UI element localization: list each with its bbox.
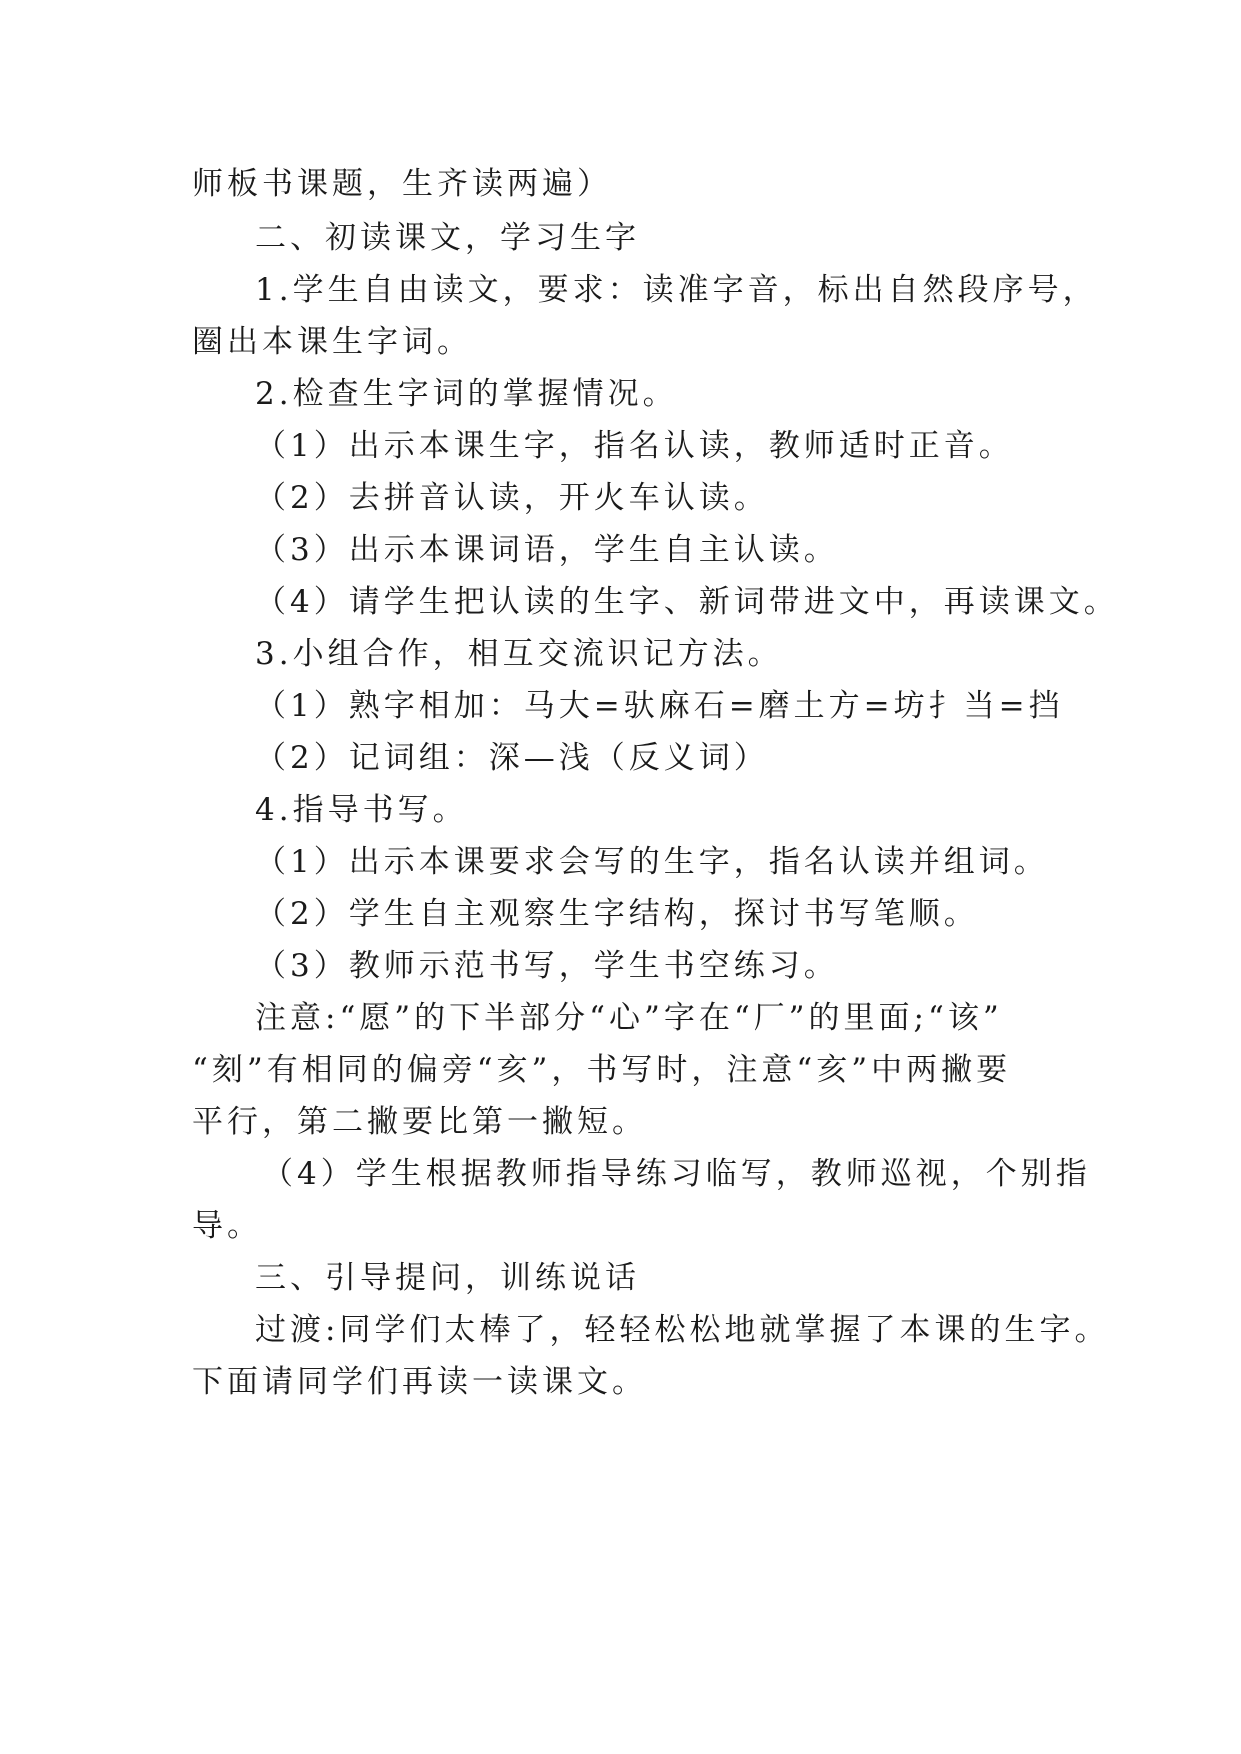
text-line: （3）教师示范书写，学生书空练习。 [255, 948, 839, 984]
section-heading: 三、引导提问，训练说话 [255, 1260, 640, 1296]
text-line: 注意:“愿”的下半部分“心”字在“厂”的里面;“该” [255, 1000, 1003, 1036]
text-line: 3.小组合作，相互交流识记方法。 [255, 636, 783, 672]
text-line: 2.检查生字词的掌握情况。 [255, 376, 678, 412]
text-line: （4）学生根据教师指导练习临写，教师巡视，个别指 [262, 1156, 1091, 1192]
section-heading: 二、初读课文，学习生字 [255, 220, 640, 256]
text-line: （3）出示本课词语，学生自主认读。 [255, 532, 839, 568]
text-line: 1.学生自由读文，要求：读准字音，标出自然段序号， [255, 272, 1098, 308]
text-line: （1）出示本课要求会写的生字，指名认读并组词。 [255, 844, 1049, 880]
text-line: （2）学生自主观察生字结构，探讨书写笔顺。 [255, 896, 979, 932]
text-line: “刻”有相同的偏旁“亥”，书写时，注意“亥”中两撇要 [192, 1052, 1012, 1088]
text-line: （2）去拼音认读，开火车认读。 [255, 480, 769, 516]
text-line: 平行，第二撇要比第一撇短。 [192, 1104, 647, 1140]
text-line: 4.指导书写。 [255, 792, 468, 828]
text-line: 导。 [192, 1208, 262, 1244]
text-line: （2）记词组：深—浅（反义词） [255, 740, 769, 776]
text-line: （4）请学生把认读的生字、新词带进文中，再读课文。 [255, 584, 1119, 620]
text-line: 下面请同学们再读一读课文。 [192, 1364, 647, 1400]
text-line: 圈出本课生字词。 [192, 324, 472, 360]
text-line: （1）熟字相加：马大=驮麻石=磨土方=坊扌当=挡 [255, 688, 1064, 724]
text-line: （1）出示本课生字，指名认读，教师适时正音。 [255, 428, 1014, 464]
text-line: 过渡:同学们太棒了，轻轻松松地就掌握了本课的生字。 [255, 1312, 1110, 1348]
text-line: 师板书课题，生齐读两遍） [192, 166, 612, 202]
